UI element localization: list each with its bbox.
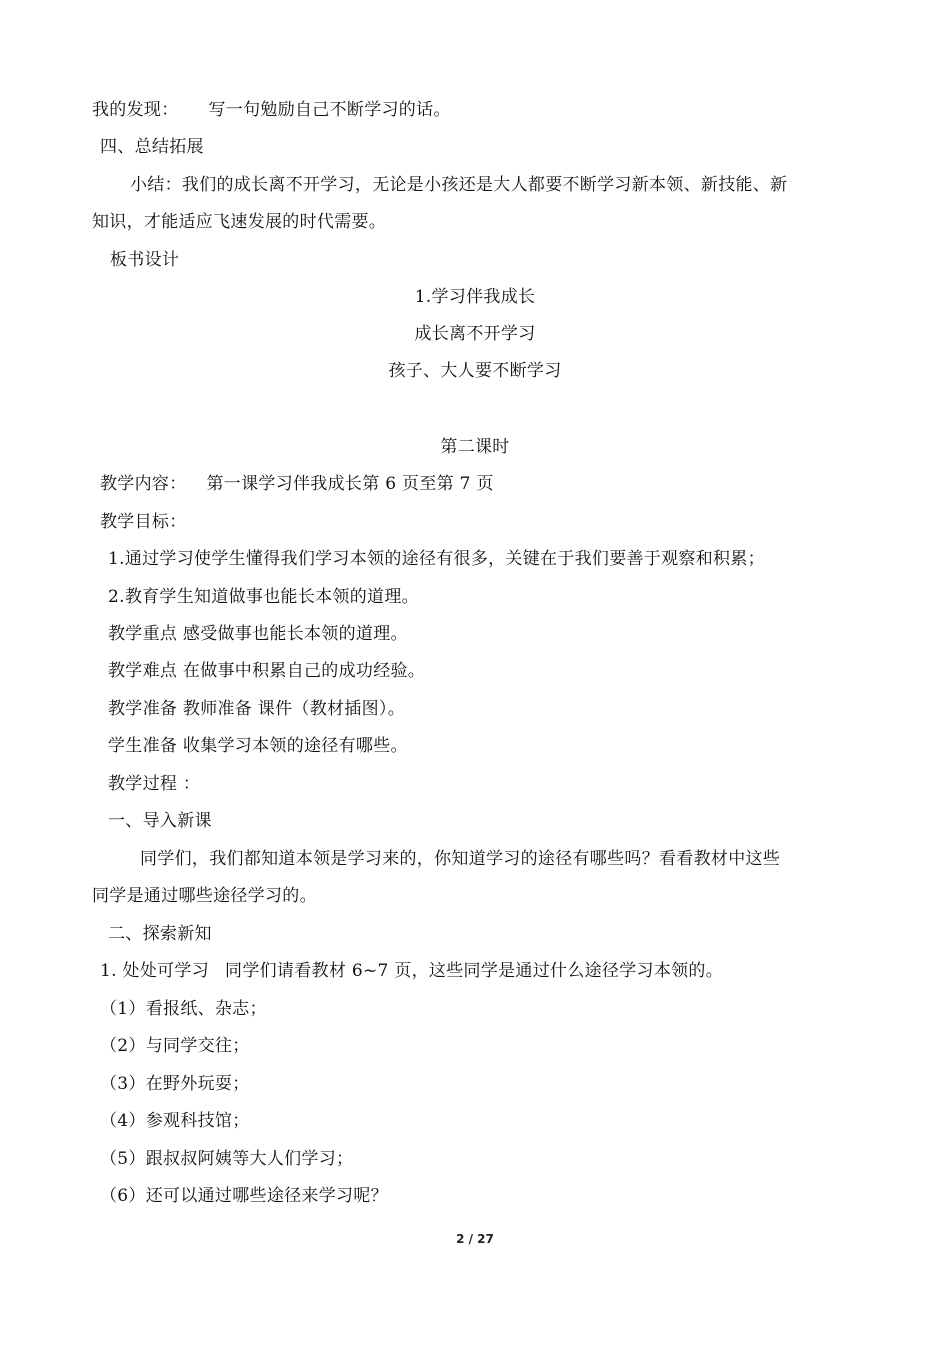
board-design-heading: 板书设计 <box>110 250 180 270</box>
teaching-goal-1: 1.通过学习使学生懂得我们学习本领的途径有很多，关键在于我们要善于观察和积累； <box>108 549 765 569</box>
teaching-content-label: 教学内容： <box>100 474 187 494</box>
list-item: （5）跟叔叔阿姨等大人们学习； <box>100 1149 354 1169</box>
discovery-text: 写一句勉励自己不断学习的话。 <box>208 100 451 120</box>
section-heading-intro: 一、导入新课 <box>108 811 212 831</box>
intro-paragraph-line-2: 同学是通过哪些途径学习的。 <box>92 886 317 906</box>
summary-paragraph-line-2: 知识，才能适应飞速发展的时代需要。 <box>92 212 387 232</box>
board-line-3: 孩子、大人要不断学习 <box>388 361 562 381</box>
board-line-1: 1.学习伴我成长 <box>414 287 536 307</box>
list-item: （6）还可以通过哪些途径来学习呢？ <box>100 1186 388 1206</box>
lesson-2-title: 第二课时 <box>440 437 510 457</box>
explore-text: 同学们请看教材 6~7 页，这些同学是通过什么途径学习本领的。 <box>225 961 724 981</box>
section-heading-explore: 二、探索新知 <box>108 924 212 944</box>
teaching-difficulty: 教学难点 在做事中积累自己的成功经验。 <box>108 661 426 681</box>
list-item: （1）看报纸、杂志； <box>100 999 267 1019</box>
page-number: 2 / 27 <box>456 1232 494 1246</box>
summary-paragraph-line-1: 小结：我们的成长离不开学习，无论是小孩还是大人都要不断学习新本领、新技能、新 <box>130 175 788 195</box>
teaching-process-heading: 教学过程 ： <box>108 774 201 794</box>
intro-paragraph-line-1: 同学们，我们都知道本领是学习来的，你知道学习的途径有哪些吗？看看教材中这些 <box>140 849 781 869</box>
discovery-line <box>92 99 451 121</box>
student-preparation: 学生准备 收集学习本领的途径有哪些。 <box>108 736 408 756</box>
teaching-content-text: 第一课学习伴我成长第 6 页至第 7 页 <box>206 474 494 494</box>
section-heading-summary: 四、总结拓展 <box>100 137 204 157</box>
teaching-key-point: 教学重点 感受做事也能长本领的道理。 <box>108 624 408 644</box>
teaching-goals-label: 教学目标： <box>100 512 187 532</box>
explore-label: 1. 处处可学习 <box>100 961 210 981</box>
discovery-label: 我的发现： <box>92 100 179 120</box>
board-line-2: 成长离不开学习 <box>414 324 536 344</box>
explore-line <box>100 960 723 982</box>
list-item: （2）与同学交往； <box>100 1036 250 1056</box>
list-item: （3）在野外玩耍； <box>100 1074 250 1094</box>
teacher-preparation: 教学准备 教师准备 课件（教材插图）。 <box>108 699 406 719</box>
list-item: （4）参观科技馆； <box>100 1111 250 1131</box>
teaching-content-line <box>100 473 494 495</box>
teaching-goal-2: 2.教育学生知道做事也能长本领的道理。 <box>108 587 419 607</box>
